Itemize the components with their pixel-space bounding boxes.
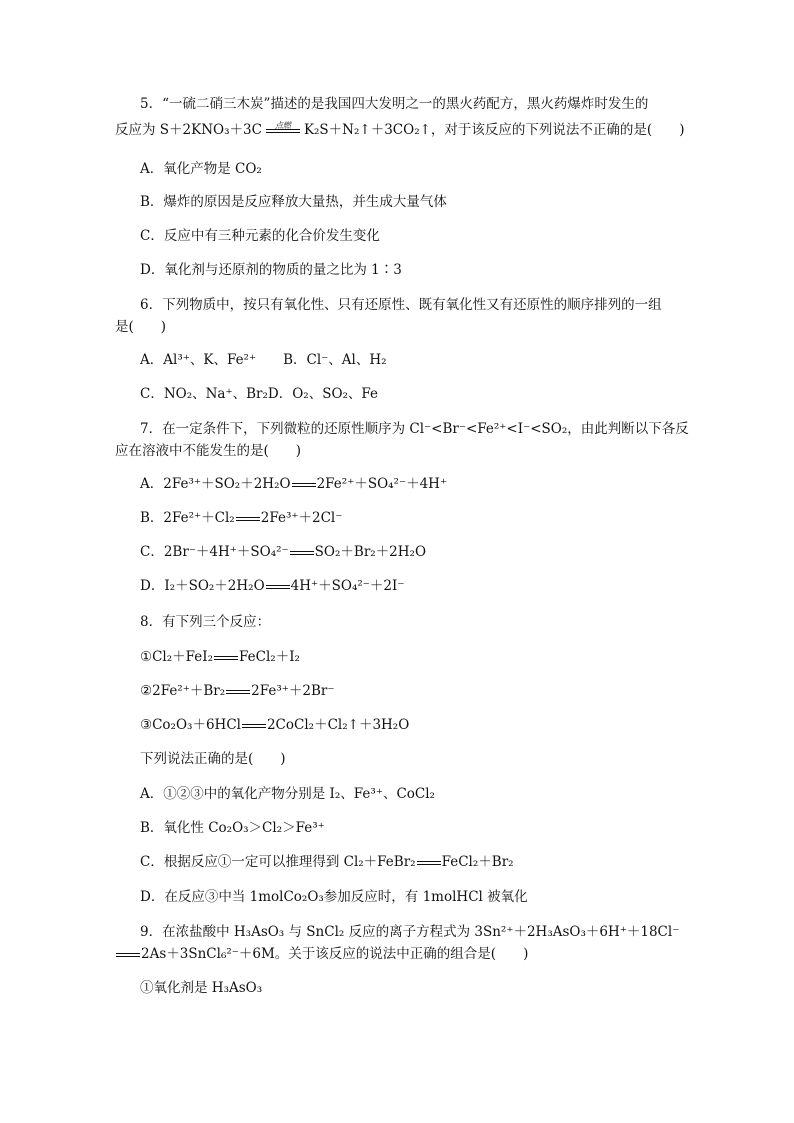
q7-c-left: C．2Br⁻＋4H⁺＋SO₄²⁻ (140, 544, 289, 560)
q7-d-left: D．I₂＋SO₂＋2H₂O (140, 578, 265, 594)
equals-sign-icon (292, 482, 316, 488)
q7-option-c (140, 543, 426, 561)
q7-a-right: 2Fe²⁺＋SO₄²⁻＋4H⁺ (316, 476, 448, 492)
q6-options-ab: A．Al³⁺、K、Fe²⁺ B．Cl⁻、Al、H₂ (140, 352, 387, 368)
q8-r3-right: 2CoCl₂＋Cl₂↑＋3H₂O (266, 717, 410, 733)
q6-stem-line2: 是( ) (115, 319, 167, 335)
q5-stem-line1: 5．“一硫二硝三木炭”描述的是我国四大发明之一的黑火药配方，黑火药爆炸时发生的 (140, 96, 649, 112)
q9-stem-line2-text: 2As＋3SnCl₆²⁻＋6M。关于该反应的说法中正确的组合是( ) (141, 946, 529, 962)
q5-option-b: B．爆炸的原因是反应释放大量热，并生成大量气体 (140, 194, 447, 210)
q9-stem-line1: 9．在浓盐酸中 H₃AsO₃ 与 SnCl₂ 反应的离子方程式为 3Sn²⁺＋2H₃AsO₃＋6H⁺＋18Cl⁻ (140, 924, 680, 940)
q5-option-d: D．氧化剂与还原剂的物质的量之比为 1∶3 (140, 262, 402, 278)
equals-sign-icon (116, 952, 140, 958)
equals-sign-icon (417, 860, 441, 866)
ignition-arrow-icon (266, 120, 300, 136)
q5-stem-line2 (115, 121, 684, 139)
q8-c-left: C．根据反应①一定可以推理得到 Cl₂＋FeBr₂ (140, 854, 416, 870)
equals-sign-icon (214, 655, 238, 661)
q8-r1-right: FeCl₂＋I₂ (239, 649, 300, 665)
q5-option-c: C．反应中有三种元素的化合价发生变化 (140, 228, 380, 244)
q6-stem-line1: 6．下列物质中，按只有氧化性、只有还原性、既有氧化性又有还原性的顺序排列的一组 (140, 297, 662, 313)
q7-b-left: B．2Fe²⁺＋Cl₂ (140, 510, 235, 526)
q8-option-d: D．在反应③中当 1molCo₂O₃参加反应时，有 1molHCl 被氧化 (140, 889, 528, 905)
q7-option-d (140, 577, 404, 595)
q8-stem: 8．有下列三个反应： (140, 614, 271, 630)
equals-sign-icon (236, 516, 260, 522)
q8-r3-left: ③Co₂O₃＋6HCl (140, 717, 241, 733)
q8-option-b: B．氧化性 Co₂O₃＞Cl₂＞Fe³⁺ (140, 820, 325, 836)
q5-reaction-left: 反应为 S＋2KNO₃＋3C (115, 122, 262, 138)
q7-stem-line2: 应在溶液中不能发生的是( ) (115, 443, 302, 459)
q7-b-right: 2Fe³⁺＋2Cl⁻ (260, 510, 343, 526)
q6-options-cd: C．NO₂、Na⁺、Br₂D．O₂、SO₂、Fe (140, 386, 379, 402)
equals-sign-icon (226, 689, 250, 695)
equals-sign-icon (290, 550, 314, 556)
q5-reaction-right: K₂S＋N₂↑＋3CO₂↑，对于该反应的下列说法不正确的是( ) (303, 122, 685, 138)
q7-stem-line1: 7．在一定条件下，下列微粒的还原性顺序为 Cl⁻<Br⁻<Fe²⁺<I⁻<SO₂，由此判断以下各反 (140, 421, 689, 437)
q5-option-a: A．氧化产物是 CO₂ (140, 161, 262, 177)
q8-reaction-1 (140, 648, 300, 666)
q8-r2-left: ②2Fe²⁺＋Br₂ (140, 683, 226, 699)
equals-sign-icon (242, 723, 266, 729)
reaction-condition: 点燃 (274, 120, 291, 130)
q7-d-right: 4H⁺＋SO₄²⁻＋2I⁻ (290, 578, 405, 594)
q8-r1-left: ①Cl₂＋FeI₂ (140, 649, 214, 665)
q7-c-right: SO₂＋Br₂＋2H₂O (314, 544, 427, 560)
q8-option-c (140, 853, 514, 871)
q7-option-a (140, 475, 447, 493)
q8-option-a: A．①②③中的氧化产物分别是 I₂、Fe³⁺、CoCl₂ (140, 786, 435, 802)
q8-r2-right: 2Fe³⁺＋2Br⁻ (251, 683, 335, 699)
q8-prompt: 下列说法正确的是( ) (140, 751, 286, 767)
q8-reaction-2 (140, 682, 334, 700)
q9-stem-line2 (115, 945, 528, 963)
equals-sign-icon (266, 584, 290, 590)
q7-a-left: A．2Fe³⁺＋SO₂＋2H₂O (140, 476, 291, 492)
q8-c-right: FeCl₂＋Br₂ (441, 854, 514, 870)
q9-item-1: ①氧化剂是 H₃AsO₃ (140, 980, 263, 996)
q8-reaction-3 (140, 716, 409, 734)
q7-option-b (140, 509, 342, 527)
